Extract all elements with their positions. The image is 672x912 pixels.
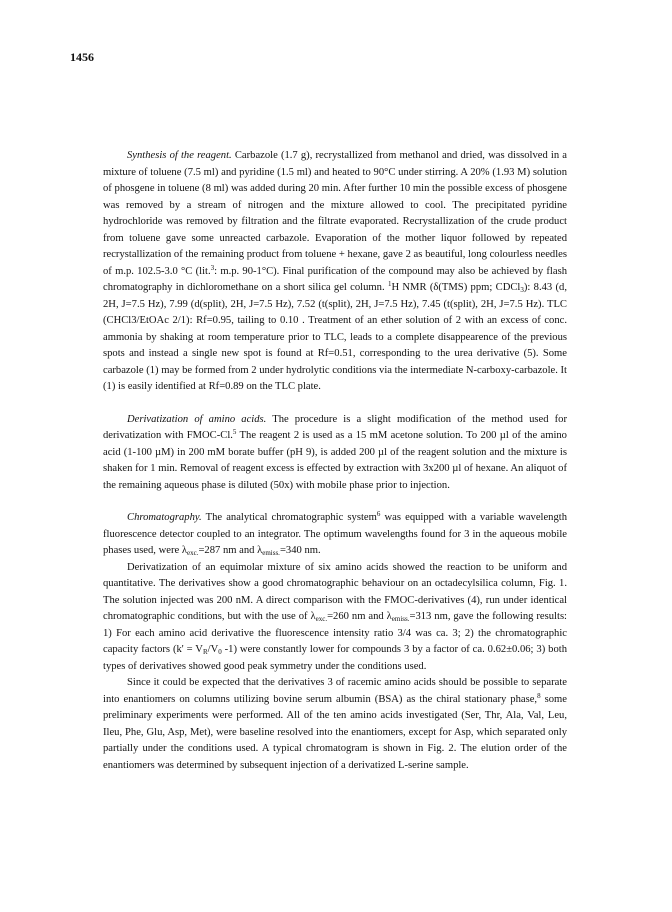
text: some preliminary experiments were performed. All of the ten amino acids investigated (Ser, Thr, Ala, Val, Leu, Ileu, Phe, Glu, Asp, Met), were baseline resolved into the enantiomers, except for Asp, which separated only partially under the conditions used. A typical chromatogram is shown in Fig. 2. The elution order of the enantiomers was determined by subsequent injection of a derivatized L-serine sample. xyxy=(103,693,567,771)
heading-chromatography: Chromatography. xyxy=(127,512,202,523)
text: =340 nm. xyxy=(279,545,321,556)
paragraph-enantiomers xyxy=(103,675,567,774)
reference-mark: 5 xyxy=(232,428,237,436)
text: The analytical chromatographic system xyxy=(201,512,377,523)
reference-mark: 3 xyxy=(210,263,215,272)
text: H NMR (δ(TMS) ppm; CDCl xyxy=(391,282,521,293)
text: ): 8.43 (d, 2H, J=7.5 Hz), 7.99 (d(split), 2H, J=7.5 Hz), 7.52 (t(split), 2H, J=7.5 Hz), 7.45 (t(split), 2H, J=7.5 Hz). TLC (CHCl3/EtOAc 2/1): Rf=0.95, tailing to 0.10 . Treatment of an ether solution of 2 with an excess of conc. ammonia by shaking at room temperature prior to TLC, leads to a complete disappearence of the previous spots and instead a single new spot is found at Rf=0.51, corresponding to the urea derivative (5). Some carbazole (1) may be formed from 2 under hydrolytic conditions via the intermediate N-carboxy-carbazole. It (1) is easily identified at Rf=0.89 on the TLC plate. xyxy=(103,282,567,392)
text: : m.p. 90-1°C). Final purification of the compound may also be achieved by flash chromatography in dichloromethane on a short silica gel column. xyxy=(103,265,567,293)
paragraph-comparison xyxy=(103,560,567,676)
subscript: 0 xyxy=(218,648,222,656)
subscript: exc. xyxy=(186,549,199,557)
text: /V xyxy=(207,644,219,655)
text: was equipped with a variable wavelength fluorescence detector coupled to an integrator. The optimum wavelengths found for 3 in the aqueous mobile phases used, were λ xyxy=(103,512,567,556)
text: Since it could be expected that the derivatives 3 of racemic amino acids should be possible to separate into enantiomers on columns utilizing bovine serum albumin (BSA) as the chiral stationary phase, xyxy=(103,677,567,705)
text: The procedure is a slight modification of the method used for derivatization with FMOC-Cl. xyxy=(103,413,567,441)
subscript: exc. xyxy=(315,615,328,623)
text: =287 nm and λ xyxy=(198,545,263,556)
text: Derivatization of an equimolar mixture of six amino acids showed the reaction to be uniform and quantitative. The derivatives show a good chromatographic behaviour on an octadecylsilica column, Fig. 1. The solution injected was 200 nM. A direct comparison with the FMOC-derivatives (4), run under identical chromatographic conditions, but with the use of λ xyxy=(103,561,567,622)
paragraph-derivatization xyxy=(103,412,567,495)
subscript: 3 xyxy=(520,286,524,294)
text: =313 nm, gave the following results: 1) For each amino acid derivative the fluorescence intensity ratio 3/4 was ca. 3; 2) the chromatographic capacity factors (k' = V xyxy=(103,611,568,655)
heading-derivatization: Derivatization of amino acids. xyxy=(127,413,267,425)
text: -1) were constantly lower for compounds 3 by a factor of ca. 0.62±0.06; 3) both types of derivatives showed good peak symmetry under the conditions used. xyxy=(103,644,567,672)
subscript: emiss. xyxy=(391,615,410,623)
text: Carbazole (1.7 g), recrystallized from methanol and dried, was dissolved in a mixture of toluene (7.5 ml) and pyridine (1.5 ml) and heated to 90°C under stirring. A 20% (1.93 M) solution of phosgene in toluene (8 ml) was added during 20 min. After further 10 min the possible excess of phosgene was removed by a stream of nitrogen and the mixture allowed to cool. The precipitated pyridine hydrochloride was removed by filtration and the filtrate evaporated. Recrystallization of the crude product from toluene gave some unreacted carbazole. Evaporation of the mother liquor followed by repeated recrystallization of the remaining product from toluene + hexane, gave 2 as beautiful, long colourless needles of m.p. 102.5-3.0 °C (lit. xyxy=(103,150,567,277)
body-text xyxy=(103,148,567,774)
reference-mark: 8 xyxy=(537,691,541,700)
text: =260 nm and λ xyxy=(327,611,392,622)
paragraph-chromatography xyxy=(103,510,567,560)
page-number: 1456 xyxy=(70,50,94,64)
paragraph-synthesis xyxy=(103,148,567,396)
subscript: emiss. xyxy=(262,549,280,557)
reference-mark: 6 xyxy=(376,510,381,518)
heading-synthesis: Synthesis of the reagent. xyxy=(127,150,232,161)
text: The reagent 2 is used as a 15 mM acetone solution. To 200 µl of the amino acid (1-100 µM) in 200 mM borate buffer (pH 9), is added 200 µl of the reagent solution and the mixture is shaken for 1 min. Removal of reagent excess is effected by extraction with 3x200 µl of hexane. An aliquot of the remaining aqueous phase is diluted (50x) with mobile phase prior to injection. xyxy=(103,430,567,491)
subscript: R xyxy=(202,648,208,656)
superscript: 1 xyxy=(387,280,392,288)
